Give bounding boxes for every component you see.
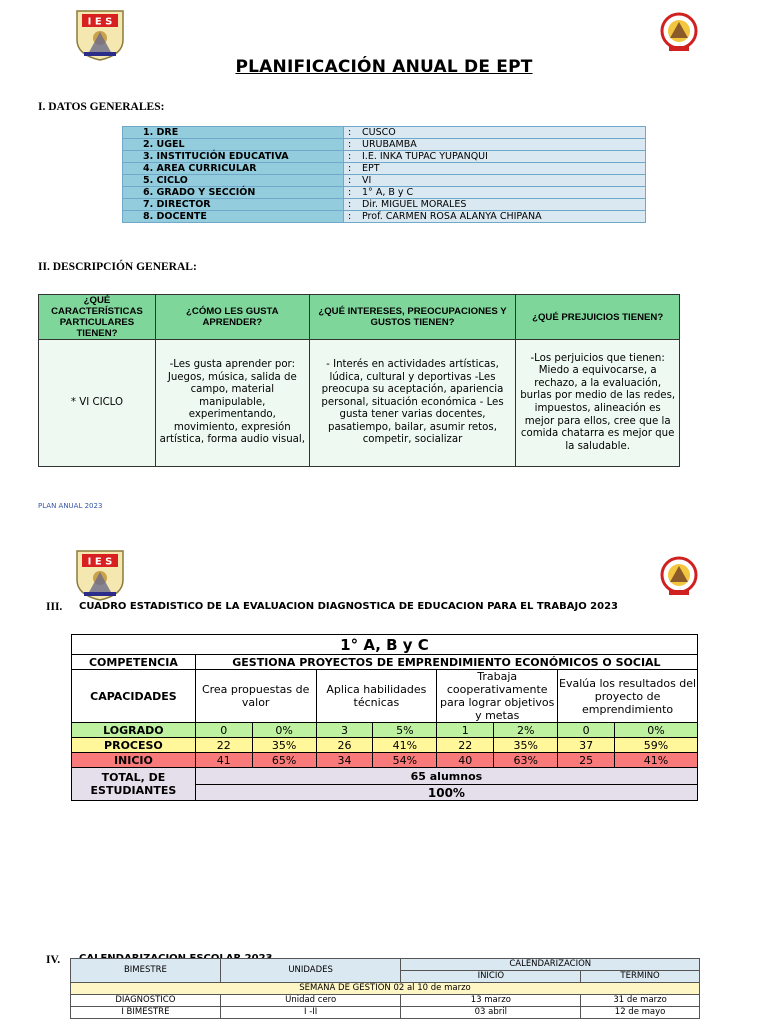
school-seal-logo-page2: [660, 556, 698, 600]
datos-value-text: Prof. CARMEN ROSA ALANYA CHIPANA: [362, 211, 542, 222]
datos-key: 3. INSTITUCIÓN EDUCATIVA: [123, 151, 344, 163]
ies-logo-page2: [74, 548, 126, 606]
cal-termino: 31 de marzo: [581, 995, 700, 1007]
datos-value: [344, 139, 646, 151]
capacidad-2: Aplica habilidades técnicas: [316, 670, 437, 723]
stat-value: 37: [558, 738, 615, 753]
datos-value: [344, 163, 646, 175]
stat-value: 5%: [373, 723, 437, 738]
calendarizacion-table: [70, 958, 700, 1019]
datos-value-text: CUSCO: [362, 127, 396, 138]
stat-row-logrado: [72, 723, 698, 738]
stat-value: 35%: [494, 738, 558, 753]
desc-header-aprender: ¿CÓMO LES GUSTA APRENDER?: [155, 295, 309, 340]
stat-value: 3: [316, 723, 373, 738]
cal-unidades: I -II: [220, 1007, 401, 1019]
desc-cell-prejuicios: -Los perjuicios que tienen: Miedo a equivocarse, a rechazo, a la evaluación, burlas por medio de las redes, impuestos, alineación es mejor para ellos, cree que la comida chatarra es mejor que la saludable.: [516, 340, 680, 467]
datos-separator: :: [348, 175, 352, 186]
datos-value-text: URUBAMBA: [362, 139, 417, 150]
stat-label: LOGRADO: [72, 723, 196, 738]
grade-header: 1° A, B y C: [72, 635, 698, 655]
datos-separator: :: [348, 199, 352, 210]
stat-value: 41: [195, 753, 252, 768]
datos-generales-table: [122, 126, 646, 223]
desc-cell-ciclo: * VI CICLO: [39, 340, 156, 467]
datos-value: [344, 127, 646, 139]
datos-separator: :: [348, 139, 352, 150]
stat-row-proceso: [72, 738, 698, 753]
cal-header-termino: TERMINO: [581, 971, 700, 983]
datos-separator: :: [348, 163, 352, 174]
datos-value: [344, 211, 646, 223]
datos-value-text: VI: [362, 175, 372, 186]
datos-key: 5. CICLO: [123, 175, 344, 187]
datos-value: [344, 187, 646, 199]
svg-text:I E S: I E S: [87, 556, 113, 568]
section-iii-number: III.: [46, 601, 63, 613]
svg-text:I E S: I E S: [87, 16, 113, 28]
datos-key: 7. DIRECTOR: [123, 199, 344, 211]
footer-note: PLAN ANUAL 2023: [38, 502, 103, 510]
stat-value: 40: [437, 753, 494, 768]
datos-key: 2. UGEL: [123, 139, 344, 151]
cal-week-row: SEMANA DE GESTION 02 al 10 de marzo: [71, 983, 700, 995]
stat-value: 41%: [373, 738, 437, 753]
stat-value: 22: [437, 738, 494, 753]
cal-header-unidades: UNIDADES: [220, 959, 401, 983]
datos-row: [123, 187, 646, 199]
datos-row: [123, 127, 646, 139]
cal-header-calendarizacion: CALENDARIZACION: [401, 959, 700, 971]
cal-inicio: 13 marzo: [401, 995, 581, 1007]
stat-value: 35%: [252, 738, 316, 753]
stat-value: 0: [195, 723, 252, 738]
section-iii-heading: CUADRO ESTADISTICO DE LA EVALUACION DIAGNOSTICA DE EDUCACION PARA EL TRABAJO 2023: [79, 601, 619, 612]
stat-label: PROCESO: [72, 738, 196, 753]
stat-value: 34: [316, 753, 373, 768]
datos-separator: :: [348, 151, 352, 162]
stat-value: 59%: [615, 738, 698, 753]
datos-value-text: EPT: [362, 163, 380, 174]
datos-row: [123, 175, 646, 187]
datos-row: [123, 211, 646, 223]
competencia-value: GESTIONA PROYECTOS DE EMPRENDIMIENTO ECONÓMICOS O SOCIAL: [195, 655, 697, 670]
datos-separator: :: [348, 187, 352, 198]
cal-termino: 12 de mayo: [581, 1007, 700, 1019]
cal-header-inicio: INICIO: [401, 971, 581, 983]
page-title: PLANIFICACIÓN ANUAL DE EPT: [235, 57, 533, 77]
capacidad-3: Trabaja cooperativamente para lograr objetivos y metas: [437, 670, 558, 723]
datos-value-text: I.E. INKA TUPAC YUPANQUI: [362, 151, 488, 162]
datos-key: 6. GRADO Y SECCIÓN: [123, 187, 344, 199]
cal-bimestre: DIAGNOSTICO: [71, 995, 221, 1007]
descripcion-general-table: [38, 294, 680, 467]
stat-value: 26: [316, 738, 373, 753]
datos-row: [123, 199, 646, 211]
datos-row: [123, 163, 646, 175]
stat-label: INICIO: [72, 753, 196, 768]
datos-value: [344, 199, 646, 211]
total-label: TOTAL, DE ESTUDIANTES: [72, 768, 196, 801]
cal-row: [71, 995, 700, 1007]
total-students: 65 alumnos: [195, 768, 697, 785]
stat-value: 0%: [615, 723, 698, 738]
stat-value: 65%: [252, 753, 316, 768]
desc-cell-aprender: -Les gusta aprender por: Juegos, música, salida de campo, material manipulable, experimentando, movimiento, expresión artística, forma audio visual,: [155, 340, 309, 467]
stat-value: 22: [195, 738, 252, 753]
capacidad-4: Evalúa los resultados del proyecto de emprendimiento: [558, 670, 698, 723]
cuadro-estadistico-table: [71, 634, 698, 801]
desc-cell-intereses: - Interés en actividades artísticas, lúdica, cultural y deportivas -Les preocupa su aceptación, apariencia personal, situación económica - Les gusta tener varias docentes, pasatiempo, bailar, asumir retos, competir, socializar: [309, 340, 516, 467]
cal-header-bimestre: BIMESTRE: [71, 959, 221, 983]
school-seal-logo: [660, 12, 698, 56]
capacidades-label: CAPACIDADES: [72, 670, 196, 723]
cal-row: [71, 1007, 700, 1019]
stat-value: 2%: [494, 723, 558, 738]
stat-value: 41%: [615, 753, 698, 768]
competencia-label: COMPETENCIA: [72, 655, 196, 670]
total-percent: 100%: [195, 785, 697, 801]
stat-value: 1: [437, 723, 494, 738]
cal-unidades: Unidad cero: [220, 995, 401, 1007]
desc-header-prejuicios: ¿QUÉ PREJUICIOS TIENEN?: [516, 295, 680, 340]
stat-value: 25: [558, 753, 615, 768]
section-descripcion-heading: II. DESCRIPCIÓN GENERAL:: [38, 261, 197, 273]
stat-value: 0: [558, 723, 615, 738]
stat-row-inicio: [72, 753, 698, 768]
section-iv-number: IV.: [46, 954, 61, 966]
stat-value: 54%: [373, 753, 437, 768]
desc-header-caracteristicas: ¿QUÉ CARACTERÍSTICAS PARTICULARES TIENEN?: [39, 295, 156, 340]
datos-separator: :: [348, 127, 352, 138]
datos-key: 4. AREA CURRICULAR: [123, 163, 344, 175]
datos-key: 8. DOCENTE: [123, 211, 344, 223]
datos-row: [123, 139, 646, 151]
stat-value: 0%: [252, 723, 316, 738]
cal-inicio: 03 abril: [401, 1007, 581, 1019]
datos-row: [123, 151, 646, 163]
datos-separator: :: [348, 211, 352, 222]
datos-key: 1. DRE: [123, 127, 344, 139]
section-datos-generales-heading: I. DATOS GENERALES:: [38, 101, 165, 113]
datos-value-text: Dir. MIGUEL MORALES: [362, 199, 467, 210]
datos-value: [344, 151, 646, 163]
stat-value: 63%: [494, 753, 558, 768]
capacidad-1: Crea propuestas de valor: [195, 670, 316, 723]
desc-header-intereses: ¿QUÉ INTERESES, PREOCUPACIONES Y GUSTOS TIENEN?: [309, 295, 516, 340]
datos-value: [344, 175, 646, 187]
cal-bimestre: I BIMESTRE: [71, 1007, 221, 1019]
datos-value-text: 1° A, B y C: [362, 187, 414, 198]
